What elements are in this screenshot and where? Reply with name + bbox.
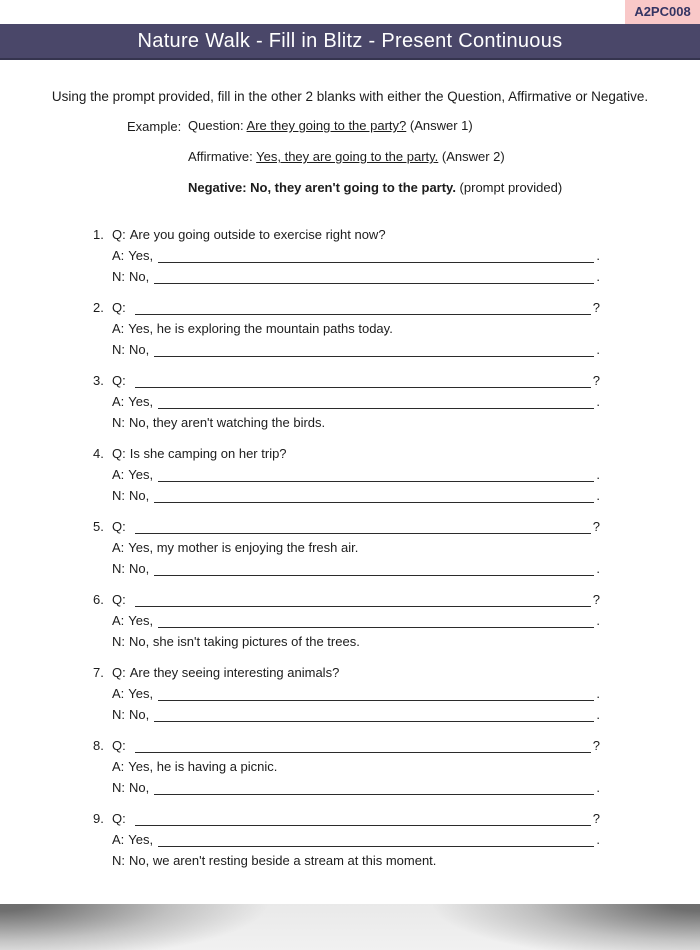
- line-label: Q:: [112, 592, 126, 607]
- line-text: Are they seeing interesting animals?: [129, 665, 340, 680]
- answer-blank: [158, 465, 594, 482]
- line-text: No, they aren't watching the birds.: [129, 415, 326, 430]
- line-indent: [93, 777, 112, 798]
- question-line: [93, 808, 600, 829]
- question-block: [93, 589, 600, 652]
- question-line: [93, 631, 600, 652]
- answer-blank: [158, 684, 594, 701]
- question-line: [93, 735, 600, 756]
- line-tail: ?: [592, 373, 600, 388]
- line-prefix-word: Yes,: [128, 467, 154, 482]
- example-line-suffix: (prompt provided): [455, 180, 563, 195]
- question-line: [93, 516, 600, 537]
- line-label: Q:: [112, 811, 126, 826]
- example-line-prefix: Affirmative:: [188, 149, 257, 164]
- question-line: [93, 224, 600, 245]
- line-tail: .: [596, 561, 600, 576]
- line-indent: [93, 704, 112, 725]
- question-line: [93, 297, 600, 318]
- example-block: [127, 119, 700, 195]
- question-line: [93, 391, 600, 412]
- line-label: A:: [112, 467, 125, 482]
- line-prefix-word: No,: [129, 707, 150, 722]
- line-prefix-word: No,: [129, 269, 150, 284]
- question-list: [93, 224, 600, 871]
- line-tail: ?: [592, 738, 600, 753]
- line-tail: .: [596, 394, 600, 409]
- line-indent: [93, 756, 112, 777]
- example-lines: [188, 119, 562, 195]
- example-label: Example:: [127, 119, 182, 134]
- question-number: 3.: [93, 373, 104, 388]
- line-label: N:: [112, 853, 125, 868]
- line-tail: ?: [592, 519, 600, 534]
- question-line: [93, 683, 600, 704]
- line-label: N:: [112, 780, 125, 795]
- line-prefix-word: No,: [129, 780, 150, 795]
- line-label: A:: [112, 321, 125, 336]
- line-tail: .: [596, 832, 600, 847]
- line-indent: [93, 266, 112, 287]
- answer-blank: [158, 830, 594, 847]
- line-tail: .: [596, 488, 600, 503]
- answer-blank: [158, 611, 594, 628]
- answer-blank: [158, 392, 594, 409]
- line-tail: .: [596, 248, 600, 263]
- question-number: 9.: [93, 811, 104, 826]
- line-prefix-word: No,: [129, 488, 150, 503]
- line-tail: .: [596, 467, 600, 482]
- example-line-suffix: (Answer 1): [406, 118, 473, 133]
- title-bar: [0, 24, 700, 60]
- line-label: Q:: [112, 519, 126, 534]
- line-prefix-word: No,: [129, 561, 150, 576]
- line-text: No, she isn't taking pictures of the trees.: [129, 634, 360, 649]
- question-number: 4.: [93, 446, 104, 461]
- line-prefix-word: No,: [129, 342, 150, 357]
- line-text: Yes, he is exploring the mountain paths today.: [128, 321, 393, 336]
- answer-blank: [135, 590, 591, 607]
- question-block: [93, 662, 600, 725]
- question-line: [93, 558, 600, 579]
- line-indent: [93, 829, 112, 850]
- question-number: 6.: [93, 592, 104, 607]
- question-line: [93, 850, 600, 871]
- example-line-prefix: Question:: [188, 118, 247, 133]
- line-text: Yes, my mother is enjoying the fresh air.: [128, 540, 359, 555]
- line-label: A:: [112, 832, 125, 847]
- line-tail: .: [596, 613, 600, 628]
- example-line: [188, 119, 562, 133]
- line-text: Are you going outside to exercise right now?: [129, 227, 386, 242]
- question-number: 7.: [93, 665, 104, 680]
- line-label: A:: [112, 686, 125, 701]
- example-line-main: Yes, they are going to the party.: [256, 149, 439, 164]
- line-indent: [93, 464, 112, 485]
- line-label: N:: [112, 415, 125, 430]
- example-line-main: Are they going to the party?: [246, 118, 407, 133]
- line-indent: [93, 245, 112, 266]
- line-tail: .: [596, 342, 600, 357]
- answer-blank: [135, 736, 591, 753]
- question-line: [93, 464, 600, 485]
- answer-blank: [154, 486, 594, 503]
- line-tail: ?: [592, 811, 600, 826]
- example-line-main: Negative: No, they aren't going to the party.: [188, 180, 456, 195]
- line-indent: [93, 631, 112, 652]
- question-line: [93, 704, 600, 725]
- question-block: [93, 443, 600, 506]
- question-line: [93, 485, 600, 506]
- question-line: [93, 245, 600, 266]
- line-indent: [93, 610, 112, 631]
- question-line: [93, 756, 600, 777]
- answer-blank: [135, 371, 591, 388]
- line-indent: [93, 537, 112, 558]
- question-block: [93, 808, 600, 871]
- question-block: [93, 735, 600, 798]
- line-label: A:: [112, 540, 125, 555]
- line-label: A:: [112, 394, 125, 409]
- line-label: N:: [112, 561, 125, 576]
- line-label: N:: [112, 634, 125, 649]
- page-curl-shadow: [0, 904, 700, 950]
- line-indent: [93, 318, 112, 339]
- line-label: Q:: [112, 300, 126, 315]
- answer-blank: [158, 246, 594, 263]
- example-line: [188, 150, 562, 164]
- line-prefix-word: Yes,: [128, 248, 154, 263]
- line-label: N:: [112, 342, 125, 357]
- question-line: [93, 610, 600, 631]
- question-number: 1.: [93, 227, 104, 242]
- line-label: N:: [112, 269, 125, 284]
- page-title: Nature Walk - Fill in Blitz - Present Continuous: [137, 30, 563, 52]
- answer-blank: [154, 267, 594, 284]
- line-prefix-word: Yes,: [128, 394, 154, 409]
- line-tail: ?: [592, 300, 600, 315]
- line-text: Yes, he is having a picnic.: [128, 759, 278, 774]
- line-prefix-word: Yes,: [128, 686, 154, 701]
- question-line: [93, 537, 600, 558]
- question-block: [93, 516, 600, 579]
- answer-blank: [154, 778, 594, 795]
- worksheet-code-badge: A2PC008: [625, 0, 700, 24]
- line-text: Is she camping on her trip?: [129, 446, 287, 461]
- question-number: 8.: [93, 738, 104, 753]
- question-line: [93, 662, 600, 683]
- line-label: Q:: [112, 446, 126, 461]
- line-label: Q:: [112, 373, 126, 388]
- line-label: N:: [112, 488, 125, 503]
- question-line: [93, 339, 600, 360]
- question-line: [93, 829, 600, 850]
- line-label: A:: [112, 759, 125, 774]
- example-line-suffix: (Answer 2): [438, 149, 505, 164]
- line-label: A:: [112, 248, 125, 263]
- question-line: [93, 370, 600, 391]
- line-tail: ?: [592, 592, 600, 607]
- question-block: [93, 297, 600, 360]
- question-number: 5.: [93, 519, 104, 534]
- question-line: [93, 589, 600, 610]
- line-prefix-word: Yes,: [128, 832, 154, 847]
- answer-blank: [135, 298, 591, 315]
- instructions-text: Using the prompt provided, fill in the other 2 blanks with either the Question, Affirmative or Negative.: [51, 89, 649, 104]
- answer-blank: [154, 705, 594, 722]
- line-indent: [93, 391, 112, 412]
- answer-blank: [135, 517, 591, 534]
- line-indent: [93, 412, 112, 433]
- question-line: [93, 318, 600, 339]
- line-label: Q:: [112, 227, 126, 242]
- answer-blank: [154, 559, 594, 576]
- answer-blank: [154, 340, 594, 357]
- line-tail: .: [596, 780, 600, 795]
- line-tail: .: [596, 686, 600, 701]
- question-line: [93, 777, 600, 798]
- question-block: [93, 370, 600, 433]
- line-label: Q:: [112, 738, 126, 753]
- line-indent: [93, 558, 112, 579]
- line-indent: [93, 485, 112, 506]
- line-indent: [93, 683, 112, 704]
- example-line: [188, 181, 562, 195]
- line-tail: .: [596, 707, 600, 722]
- line-label: A:: [112, 613, 125, 628]
- question-number: 2.: [93, 300, 104, 315]
- line-indent: [93, 850, 112, 871]
- question-block: [93, 224, 600, 287]
- line-label: N:: [112, 707, 125, 722]
- line-label: Q:: [112, 665, 126, 680]
- line-tail: .: [596, 269, 600, 284]
- line-prefix-word: Yes,: [128, 613, 154, 628]
- line-text: No, we aren't resting beside a stream at this moment.: [129, 853, 437, 868]
- line-indent: [93, 339, 112, 360]
- answer-blank: [135, 809, 591, 826]
- question-line: [93, 443, 600, 464]
- question-line: [93, 266, 600, 287]
- question-line: [93, 412, 600, 433]
